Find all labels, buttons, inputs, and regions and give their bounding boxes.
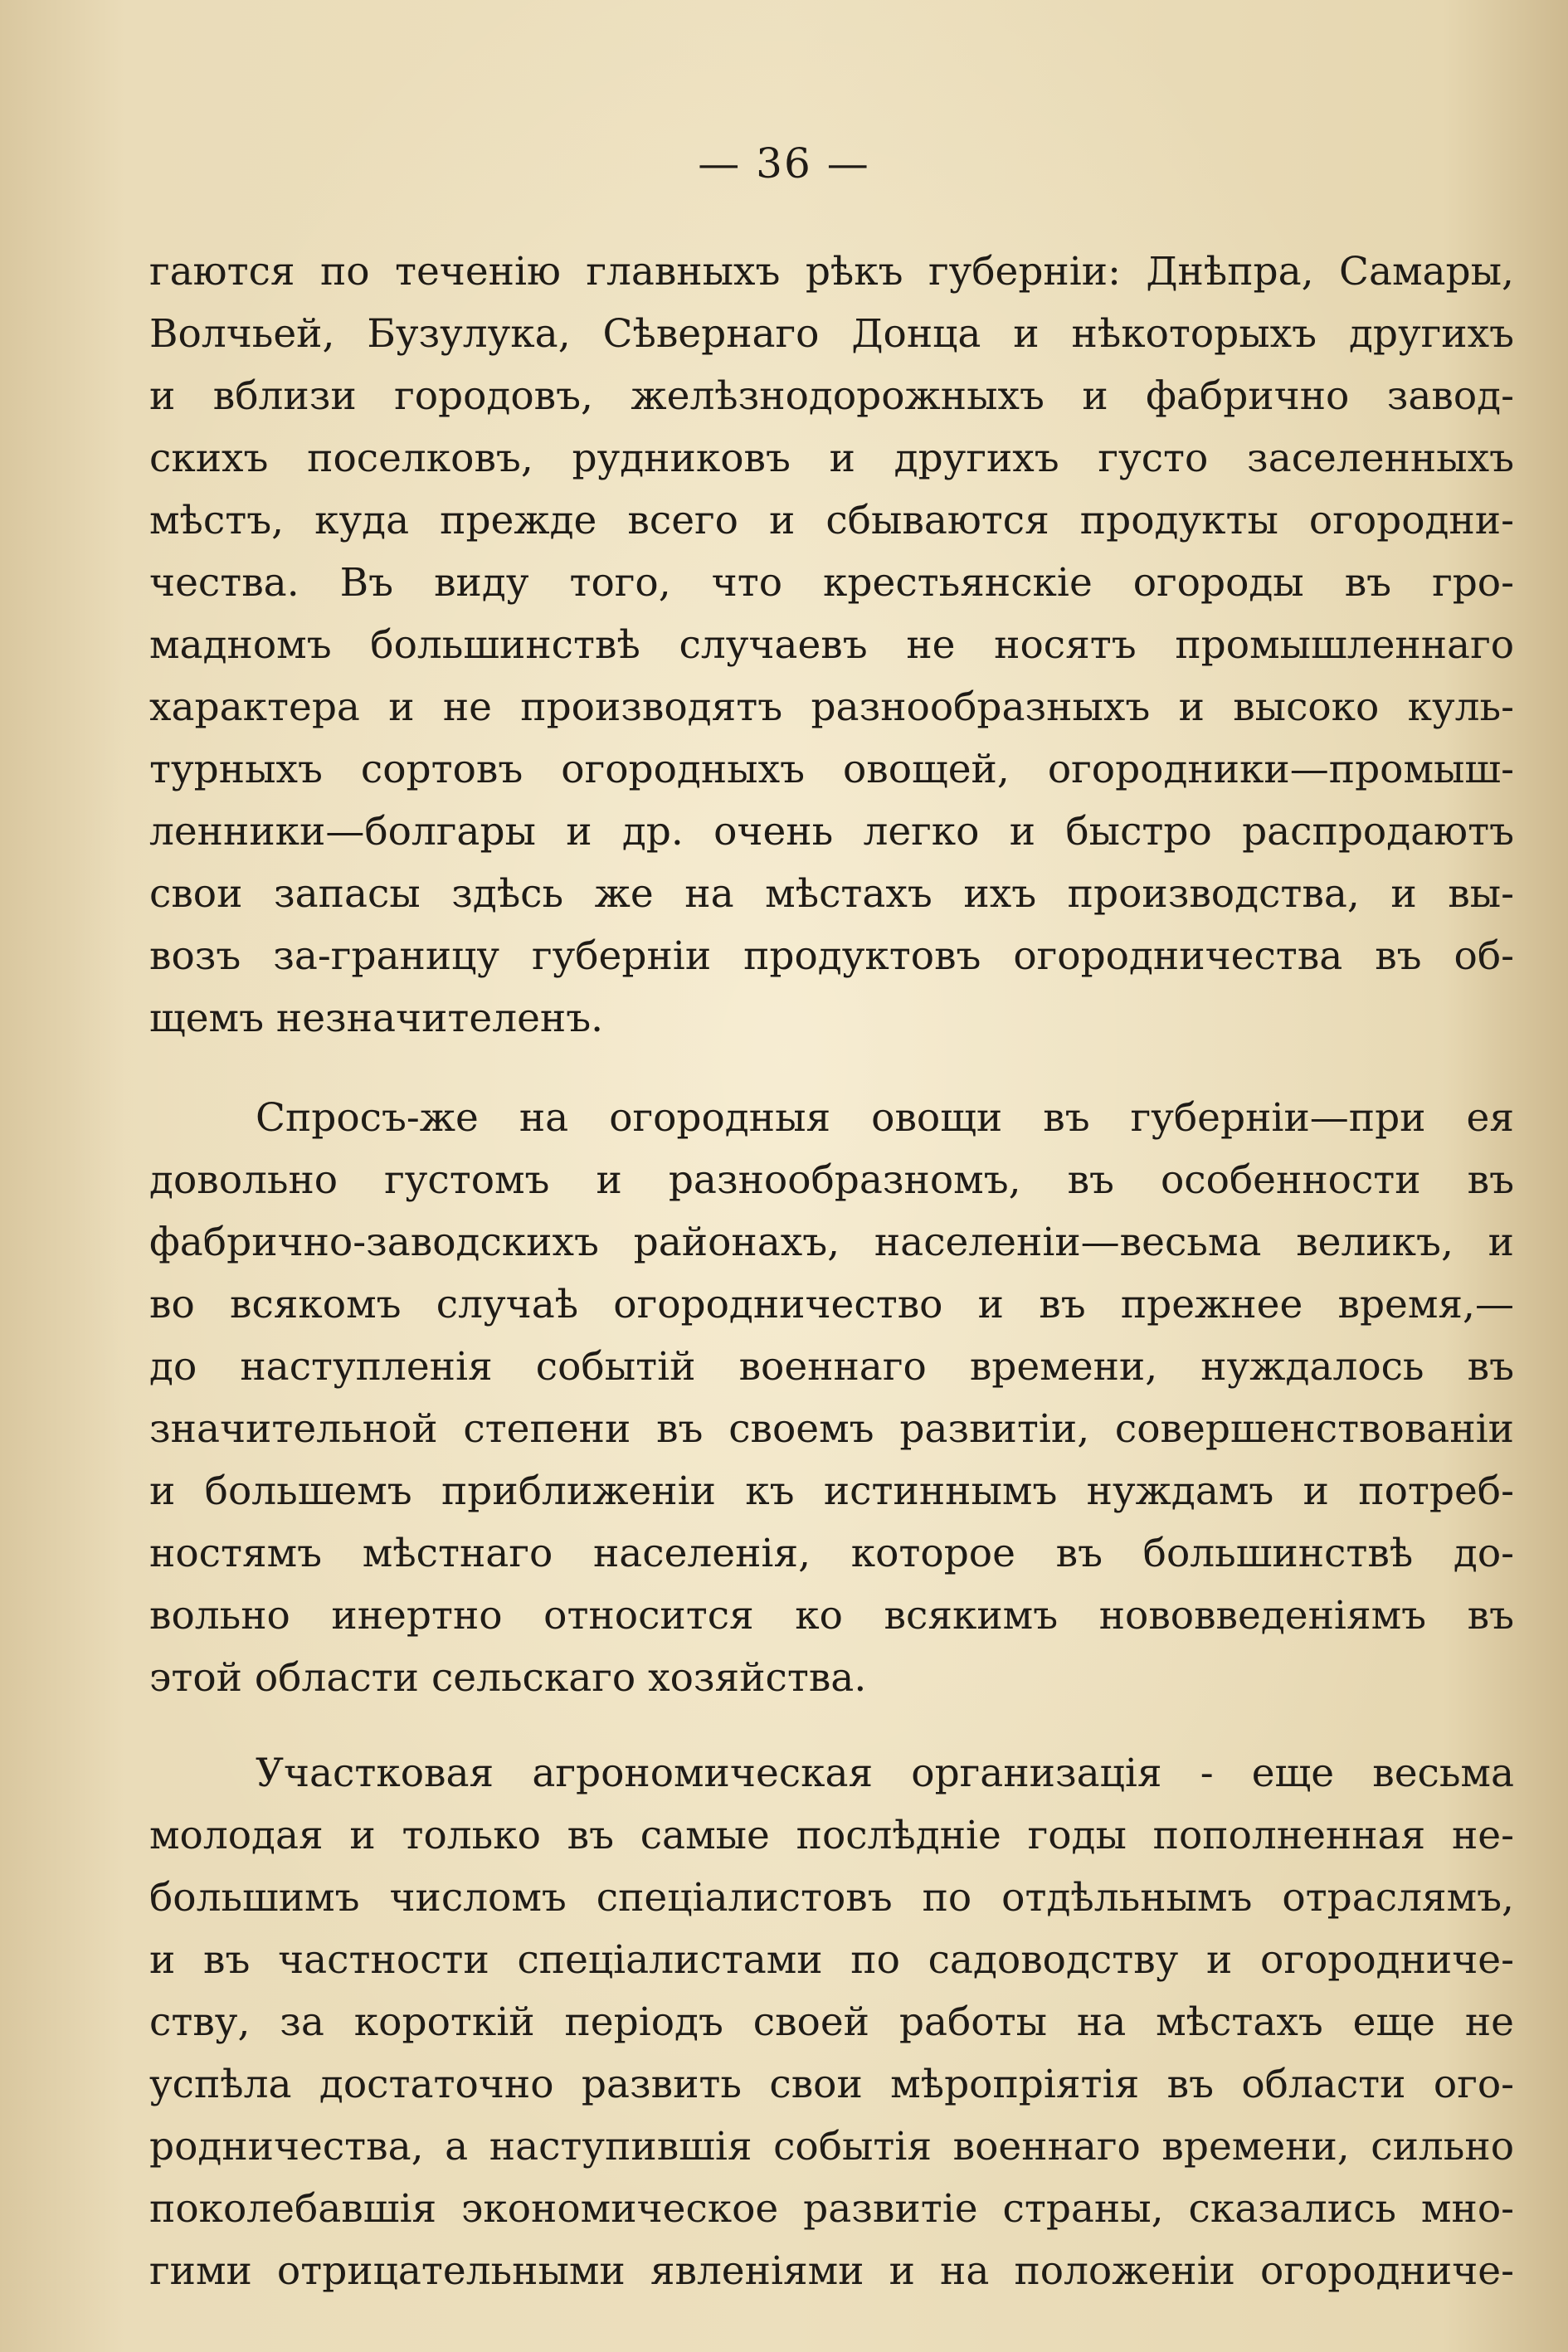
text-line: Участковая агрономическая организація - еще весьма: [256, 1751, 1514, 1796]
text-line: и въ частности спеціалистами по садоводству и огородниче-: [149, 1937, 1514, 1983]
text-line: вольно инертно относится ко всякимъ нововведеніямъ въ: [149, 1593, 1514, 1639]
text-line: скихъ поселковъ, рудниковъ и другихъ густо заселенныхъ: [149, 436, 1514, 481]
text-line: поколебавшія экономическое развитіе страны, сказались мно-: [149, 2186, 1514, 2232]
text-line: успѣла достаточно развить свои мѣропріятія въ области ого-: [149, 2062, 1514, 2107]
text-line: довольно густомъ и разнообразномъ, въ особенности въ: [149, 1157, 1514, 1203]
text-line: характера и не производятъ разнообразныхъ и высоко куль-: [149, 684, 1514, 730]
text-line: во всякомъ случаѣ огородничество и въ прежнее время,—: [149, 1282, 1514, 1327]
text-line: Волчьей, Бузулука, Сѣвернаго Донца и нѣкоторыхъ другихъ: [149, 311, 1514, 357]
text-line: ленники—болгары и др. очень легко и быстро распродаютъ: [149, 809, 1514, 855]
text-line: фабрично-заводскихъ районахъ, населеніи—весьма великъ, и: [149, 1220, 1514, 1265]
text-line: возъ за-границу губерніи продуктовъ огородничества въ об-: [149, 933, 1514, 979]
text-line: мадномъ большинствѣ случаевъ не носятъ промышленнаго: [149, 622, 1514, 668]
text-line: гаются по теченію главныхъ рѣкъ губерніи: Днѣпра, Самары,: [149, 249, 1514, 295]
text-line: этой области сельскаго хозяйства.: [149, 1655, 867, 1701]
text-line: значительной степени въ своемъ развитіи, совершенствованіи: [149, 1406, 1514, 1452]
text-line: ству, за короткій періодъ своей работы на мѣстахъ еще не: [149, 1999, 1514, 2045]
text-line: турныхъ сортовъ огородныхъ овощей, огородники—промыш-: [149, 747, 1514, 792]
paragraph-3: [149, 1742, 1514, 2302]
text-line: большимъ числомъ спеціалистовъ по отдѣльнымъ отраслямъ,: [149, 1875, 1514, 1921]
page-number: — 36 —: [698, 139, 870, 187]
text-line: и большемъ приближеніи къ истиннымъ нуждамъ и потреб-: [149, 1468, 1514, 1514]
text-line: свои запасы здѣсь же на мѣстахъ ихъ производства, и вы-: [149, 871, 1514, 917]
text-line: Спросъ-же на огородныя овощи въ губерніи—при ея: [256, 1095, 1514, 1141]
text-line: гими отрицательными явленіями и на положеніи огородниче-: [149, 2248, 1514, 2294]
text-line: мѣстъ, куда прежде всего и сбываются продукты огородни-: [149, 498, 1514, 543]
text-line: и вблизи городовъ, желѣзнодорожныхъ и фабрично завод-: [149, 373, 1514, 419]
text-line: ностямъ мѣстнаго населенія, которое въ большинствѣ до-: [149, 1531, 1514, 1576]
paragraph-1: [149, 241, 1514, 1049]
text-line: молодая и только въ самые послѣдніе годы пополненная не-: [149, 1813, 1514, 1858]
text-line: чества. Въ виду того, что крестьянскіе огороды въ гро-: [149, 560, 1514, 606]
text-line: до наступленія событій военнаго времени, нуждалось въ: [149, 1344, 1514, 1390]
paragraph-2: [149, 1087, 1514, 1709]
text-line: родничества, а наступившія событія военнаго времени, сильно: [149, 2124, 1514, 2169]
text-line: щемъ незначителенъ.: [149, 996, 604, 1041]
